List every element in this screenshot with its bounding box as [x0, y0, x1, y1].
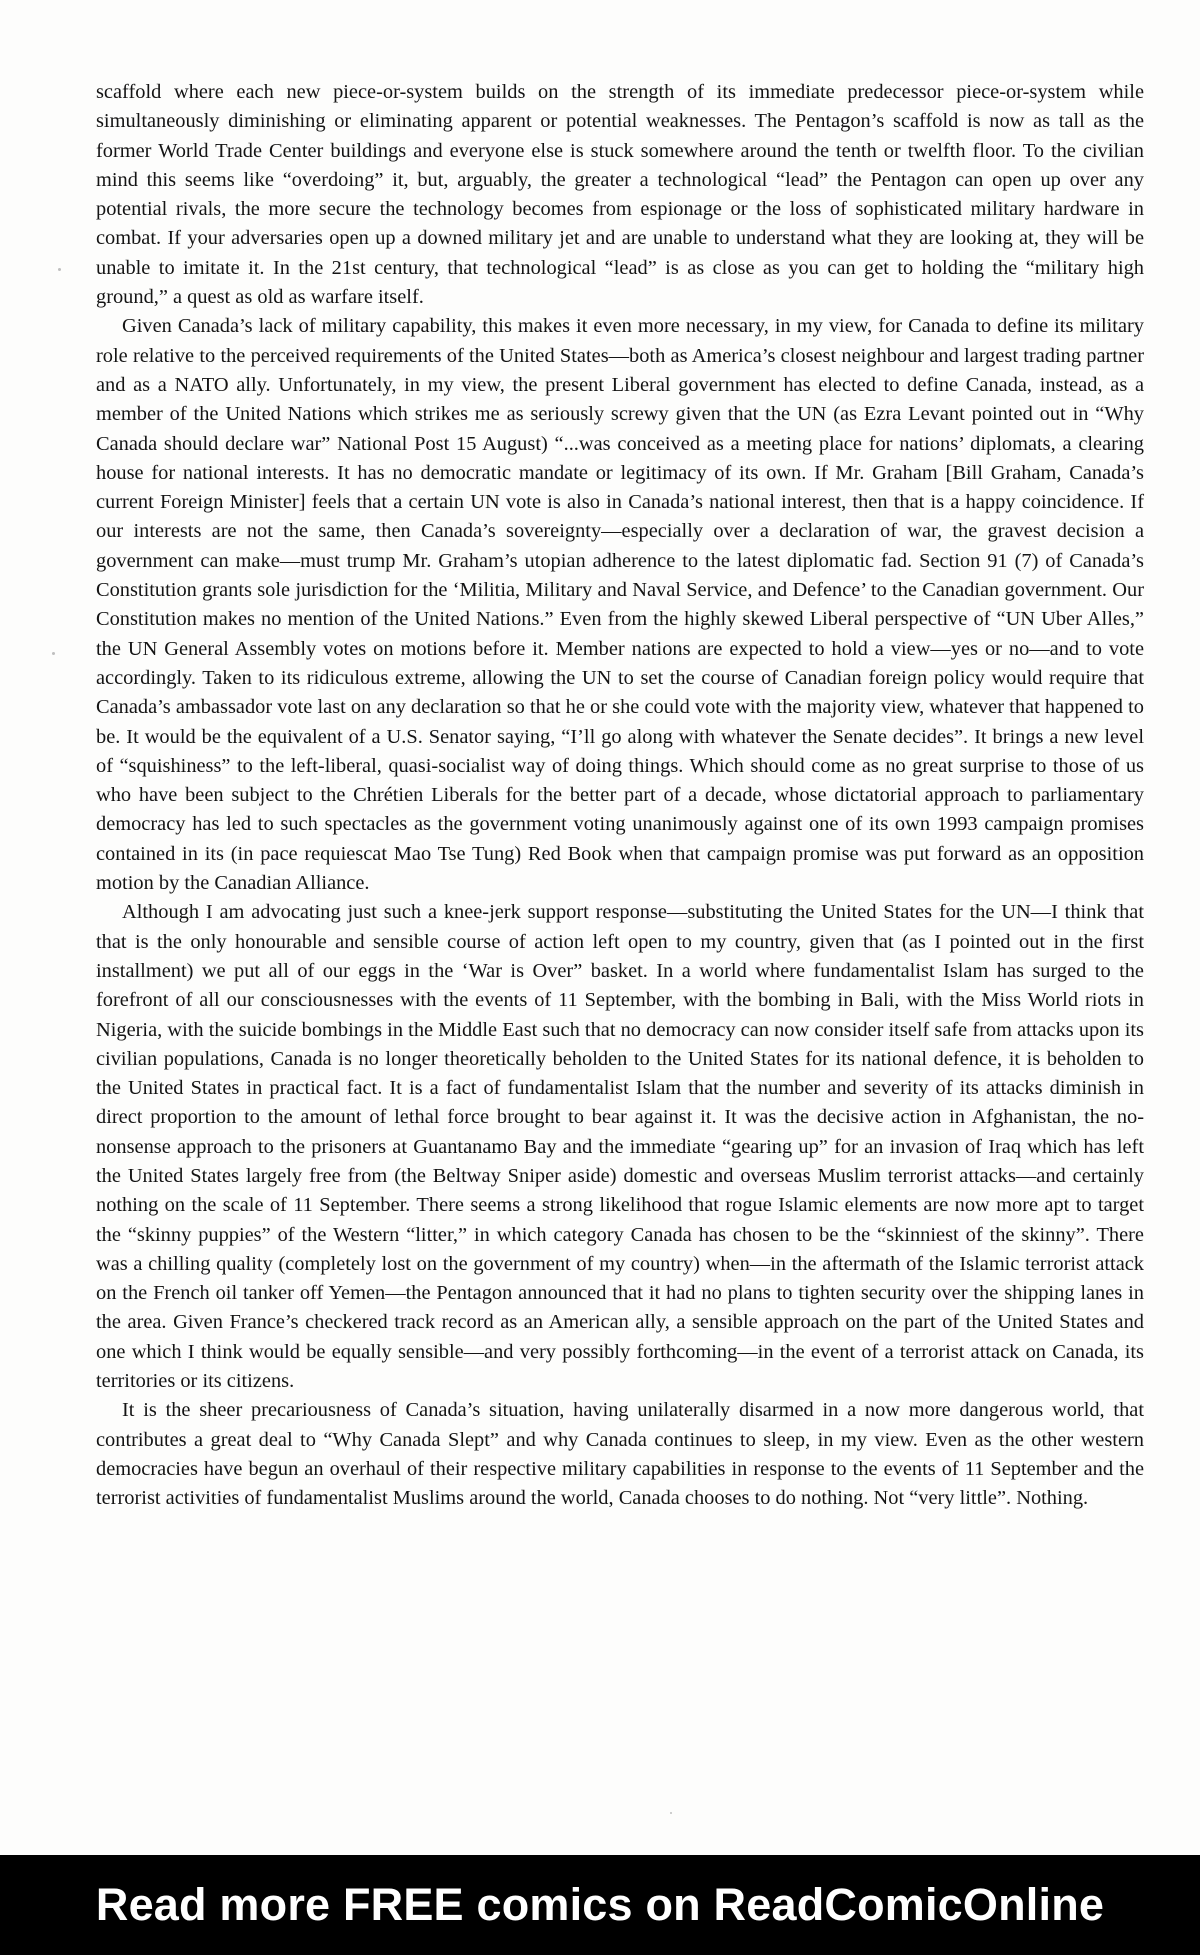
- scan-speck: [670, 1812, 672, 1814]
- paragraph-3: Although I am advocating just such a knee-jerk support response—substituting the United States for the UN—I think that that is the only honourable and sensible course of action left open to my country, given that (as I pointed out in the first installment) we put all of our eggs in the ‘War is Over” basket. In a world where fundamentalist Islam has surged to the forefront of all our consciousnesses with the events of 11 September, with the bombing in Bali, with the Miss World riots in Nigeria, with the suicide bombings in the Middle East such that no democracy can now consider itself safe from attacks upon its civilian populations, Canada is no longer theoretically beholden to the United States for its national defence, it is beholden to the United States in practical fact. It is a fact of fundamentalist Islam that the number and severity of its attacks diminish in direct proportion to the amount of lethal force brought to bear against it. It was the decisive action in Afghanistan, the no-nonsense approach to the prisoners at Guantanamo Bay and the immediate “gearing up” for an invasion of Iraq which has left the United States largely free from (the Beltway Sniper aside) domestic and overseas Muslim terrorist attacks—and certainly nothing on the scale of 11 September. There seems a strong likelihood that rogue Islamic elements are now more apt to target the “skinny puppies” of the Western “litter,” in which category Canada has chosen to be the “skinniest of the skinny”. There was a chilling quality (completely lost on the government of my country) when—in the aftermath of the Islamic terrorist attack on the French oil tanker off Yemen—the Pentagon announced that it had no plans to tighten security over the shipping lanes in the area. Given France’s checkered track record as an American ally, a sensible approach on the part of the United States and one which I think would be equally sensible—and very possibly forthcoming—in the event of a terrorist attack on Canada, its territories or its citizens.: [96, 901, 1144, 1393]
- paragraph-4: It is the sheer precariousness of Canada’s situation, having unilaterally disarmed in a now more dangerous world, that contributes a great deal to “Why Canada Slept” and why Canada continues to sleep, in my view. Even as the other western democracies have begun an overhaul of their respective military capabilities in response to the events of 11 September and the terrorist activities of fundamentalist Muslims around the world, Canada chooses to do nothing. Not “very little”. Nothing.: [96, 1399, 1144, 1510]
- paragraph-2: Given Canada’s lack of military capability, this makes it even more necessary, in my view, for Canada to define its military role relative to the perceived requirements of the United States—both as America’s closest neighbour and largest trading partner and as a NATO ally. Unfortunately, in my view, the present Liberal government has elected to define Canada, instead, as a member of the United Nations which strikes me as seriously screwy given that the UN (as Ezra Levant pointed out in “Why Canada should declare war” National Post 15 August) “...was conceived as a meeting place for nations’ diplomats, a clearing house for national interests. It has no democratic mandate or legitimacy of its own. If Mr. Graham [Bill Graham, Canada’s current Foreign Minister] feels that a certain UN vote is also in Canada’s national interest, then that is a happy coincidence. If our interests are not the same, then Canada’s sovereignty—especially over a declaration of war, the gravest decision a government can make—must trump Mr. Graham’s utopian adherence to the latest diplomatic fad. Section 91 (7) of Canada’s Constitution grants sole jurisdiction for the ‘Militia, Military and Naval Service, and Defence’ to the Canadian government. Our Constitution makes no mention of the United Nations.” Even from the highly skewed Liberal perspective of “UN Uber Alles,” the UN General Assembly votes on motions before it. Member nations are expected to hold a view—yes or no—and to vote accordingly. Taken to its ridiculous extreme, allowing the UN to set the course of Canadian foreign policy would require that Canada’s ambassador vote last on any declaration so that he or she could vote with the majority view, whatever that happened to be. It would be the equivalent of a U.S. Senator saying, “I’ll go along with whatever the Senate decides”. It brings a new level of “squishiness” to the left-liberal, quasi-socialist way of doing things. Which should come as no great surprise to those of us who have been subject to the Chrétien Liberals for the better part of a decade, whose dictatorial approach to parliamentary democracy has led to such spectacles as the government voting unanimously against one of its own 1993 campaign promises contained in its (in pace requiescat Mao Tse Tung) Red Book when that campaign promise was put forward as an opposition motion by the Canadian Alliance.: [96, 315, 1144, 895]
- article-body: [96, 78, 1144, 1514]
- promo-banner-text[interactable]: Read more FREE comics on ReadComicOnline: [95, 1879, 1105, 1930]
- promo-banner[interactable]: [0, 1855, 1200, 1955]
- scan-speck: [52, 652, 55, 655]
- scan-speck: [58, 268, 61, 271]
- paragraph-1: scaffold where each new piece-or-system builds on the strength of its immediate predecessor piece-or-system while simultaneously diminishing or eliminating apparent or potential weaknesses. The Pentagon’s scaffold is now as tall as the former World Trade Center buildings and everyone else is stuck somewhere around the tenth or twelfth floor. To the civilian mind this seems like “overdoing” it, but, arguably, the greater a technological “lead” the Pentagon can open up over any potential rivals, the more secure the technology becomes from espionage or the loss of sophisticated military hardware in combat. If your adversaries open up a downed military jet and are unable to understand what they are looking at, they will be unable to imitate it. In the 21st century, that technological “lead” is as close as you can get to holding the “military high ground,” a quest as old as warfare itself.: [96, 81, 1144, 309]
